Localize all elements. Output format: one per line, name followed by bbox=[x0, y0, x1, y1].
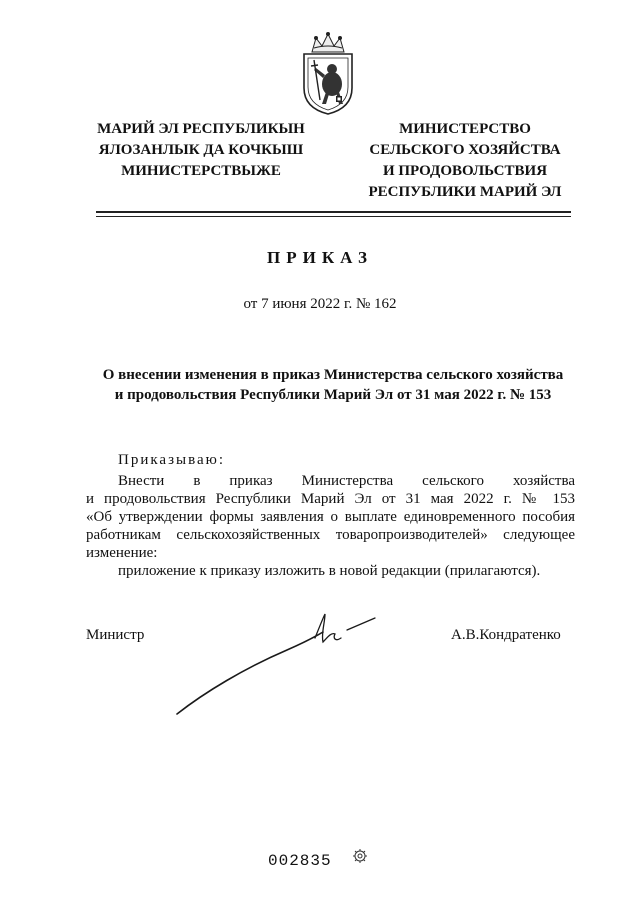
document-date: от 7 июня 2022 г. № 162 bbox=[243, 296, 397, 312]
header-right-line: СЕЛЬСКОГО ХОЗЯЙСТВА bbox=[369, 142, 561, 158]
body-line: «Об утверждении формы заявления о выплате единовременного пособия bbox=[86, 509, 575, 525]
header-divider-thick bbox=[96, 211, 571, 213]
signatory-name: А.В.Кондратенко bbox=[451, 627, 561, 643]
header-left-line: ЯЛОЗАНЛЫК ДА КОЧКЫШ bbox=[98, 142, 304, 158]
subject-line: и продовольствия Республики Марий Эл от 31 мая 2022 г. № 153 bbox=[114, 387, 552, 403]
header-divider-thin bbox=[96, 216, 571, 217]
signatory-position: Министр bbox=[86, 627, 145, 643]
order-word: Приказываю: bbox=[118, 452, 225, 468]
coat-of-arms-icon bbox=[298, 30, 358, 116]
header-right-name bbox=[349, 119, 581, 203]
subject-line: О внесении изменения в приказ Министерства сельского хозяйства bbox=[102, 367, 564, 383]
body-paragraph bbox=[86, 472, 575, 562]
header-right-line: РЕСПУБЛИКИ МАРИЙ ЭЛ bbox=[368, 184, 562, 200]
header-left-line: МАРИЙ ЭЛ РЕСПУБЛИКЫН bbox=[97, 121, 305, 137]
body-line: работникам сельскохозяйственных товаропроизводителей» следующее bbox=[86, 527, 575, 543]
body-line: изменение: bbox=[86, 545, 158, 561]
handwritten-signature bbox=[175, 608, 380, 718]
header-right-line: И ПРОДОВОЛЬСТВИЯ bbox=[382, 163, 548, 179]
header-left-line: МИНИСТЕРСТВЫЖЕ bbox=[121, 163, 281, 179]
body-line: Внести в приказ Министерства сельского хозяйства bbox=[118, 473, 575, 489]
header-left-name bbox=[85, 119, 317, 182]
document-subject bbox=[94, 365, 572, 405]
body-instruction: приложение к приказу изложить в новой редакции (прилагаются). bbox=[118, 563, 541, 579]
header-right-line: МИНИСТЕРСТВО bbox=[399, 121, 531, 137]
seal-mark-icon bbox=[352, 848, 368, 864]
body-line: и продовольствия Республики Марий Эл от 31 мая 2022 г. № 153 bbox=[86, 491, 575, 507]
serial-number: 002835 bbox=[268, 852, 332, 870]
document-title: ПРИКАЗ bbox=[267, 248, 373, 267]
